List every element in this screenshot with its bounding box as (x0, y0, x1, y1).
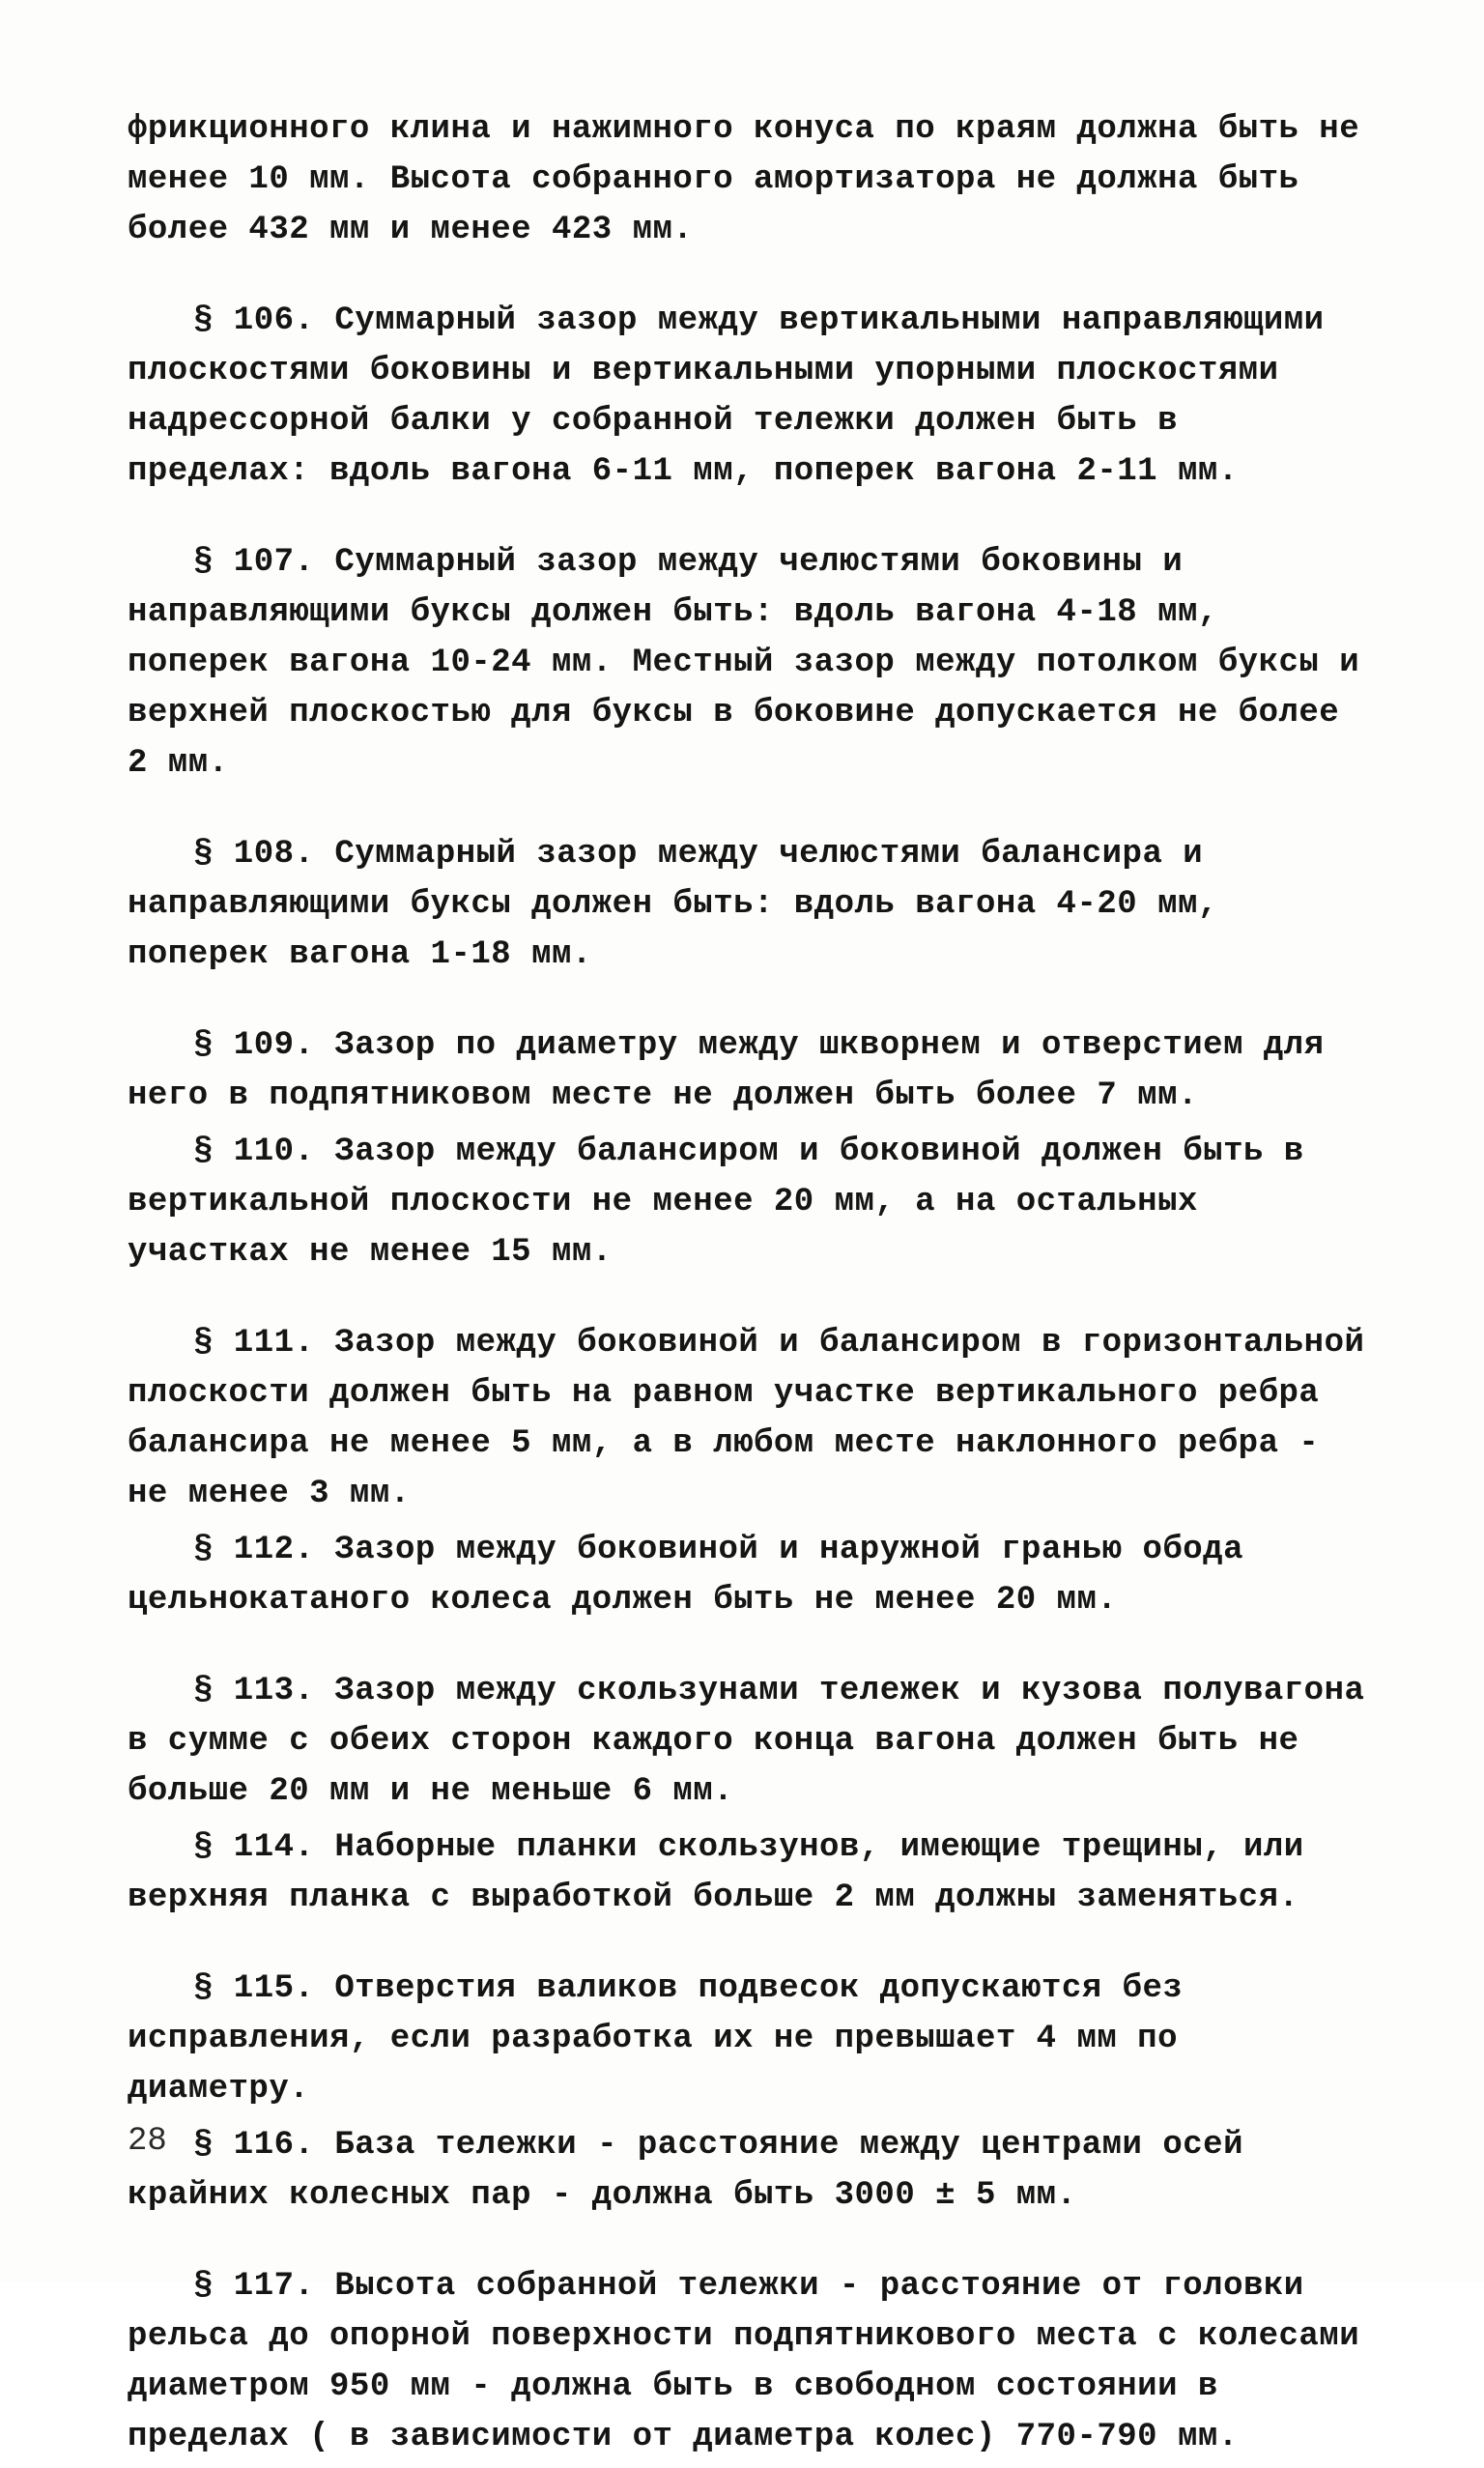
paragraph-108: § 108. Суммарный зазор между челюстями балансира и направляющими буксы должен быть: вдоль вагона 4-20 мм, поперек вагона 1-18 мм. (128, 836, 1239, 973)
paragraph-113: § 113. Зазор между скользунами тележек и кузова полувагона в сумме с обеих сторон каждого конца вагона должен быть не больше 20 мм и не меньше 6 мм. (128, 1673, 1385, 1810)
paragraph-117: § 117. Высота собранной тележки - расстояние от головки рельса до опорной поверхности подпятникового места с колесами диаметром 950 мм - должна быть в свободном состоянии в пределах ( в зависимости от диаметра колес) 770-790 мм. (128, 2268, 1381, 2455)
paragraph-continuation: фрикционного клина и нажимного конуса по краям должна быть не менее 10 мм. Высота собранного амортизатора не должна быть более 432 мм и менее 423 мм. (128, 111, 1381, 248)
paragraph-114: § 114. Наборные планки скользунов, имеющие трещины, или верхняя планка с выработкой больше 2 мм должны заменяться. (128, 1829, 1325, 1916)
paragraph-111: § 111. Зазор между боковиной и балансиром в горизонтальной плоскости должен быть на равном участке вертикального ребра балансира не менее 5 мм, а в любом месте наклонного ребра - не менее 3 мм. (128, 1325, 1385, 1512)
page-number: 28 (128, 2123, 167, 2160)
paragraph-112: § 112. Зазор между боковиной и наружной гранью обода цельнокатаного колеса должен быть не менее 20 мм. (128, 1532, 1264, 1619)
paragraph-116: § 116. База тележки - расстояние между центрами осей крайних колесных пар - должна быть 3000 ± 5 мм. (128, 2127, 1264, 2214)
paragraph-106: § 106. Суммарный зазор между вертикальными направляющими плоскостями боковины и вертикальными упорными плоскостями надрессорной балки у собранной тележки должен быть в пределах: вдоль вагона 6-11 мм, поперек вагона 2-11 мм. (128, 302, 1345, 490)
paragraph-115: § 115. Отверстия валиков подвесок допускаются без исправления, если разработка их не превышает 4 мм по диаметру. (128, 1970, 1204, 2108)
document-body (128, 104, 1385, 2468)
paragraph-110: § 110. Зазор между балансиром и боковиной должен быть в вертикальной плоскости не менее 20 мм, а на остальных участках не менее 15 мм. (128, 1134, 1325, 1271)
paragraph-109: § 109. Зазор по диаметру между шкворнем и отверстием для него в подпятниковом месте не должен быть более 7 мм. (128, 1027, 1345, 1114)
paragraph-107: § 107. Суммарный зазор между челюстями боковины и направляющими буксы должен быть: вдоль вагона 4-18 мм, поперек вагона 10-24 мм. Местный зазор между потолком буксы и верхней плоскостью для буксы в боковине допускается не более 2 мм. (128, 544, 1381, 782)
